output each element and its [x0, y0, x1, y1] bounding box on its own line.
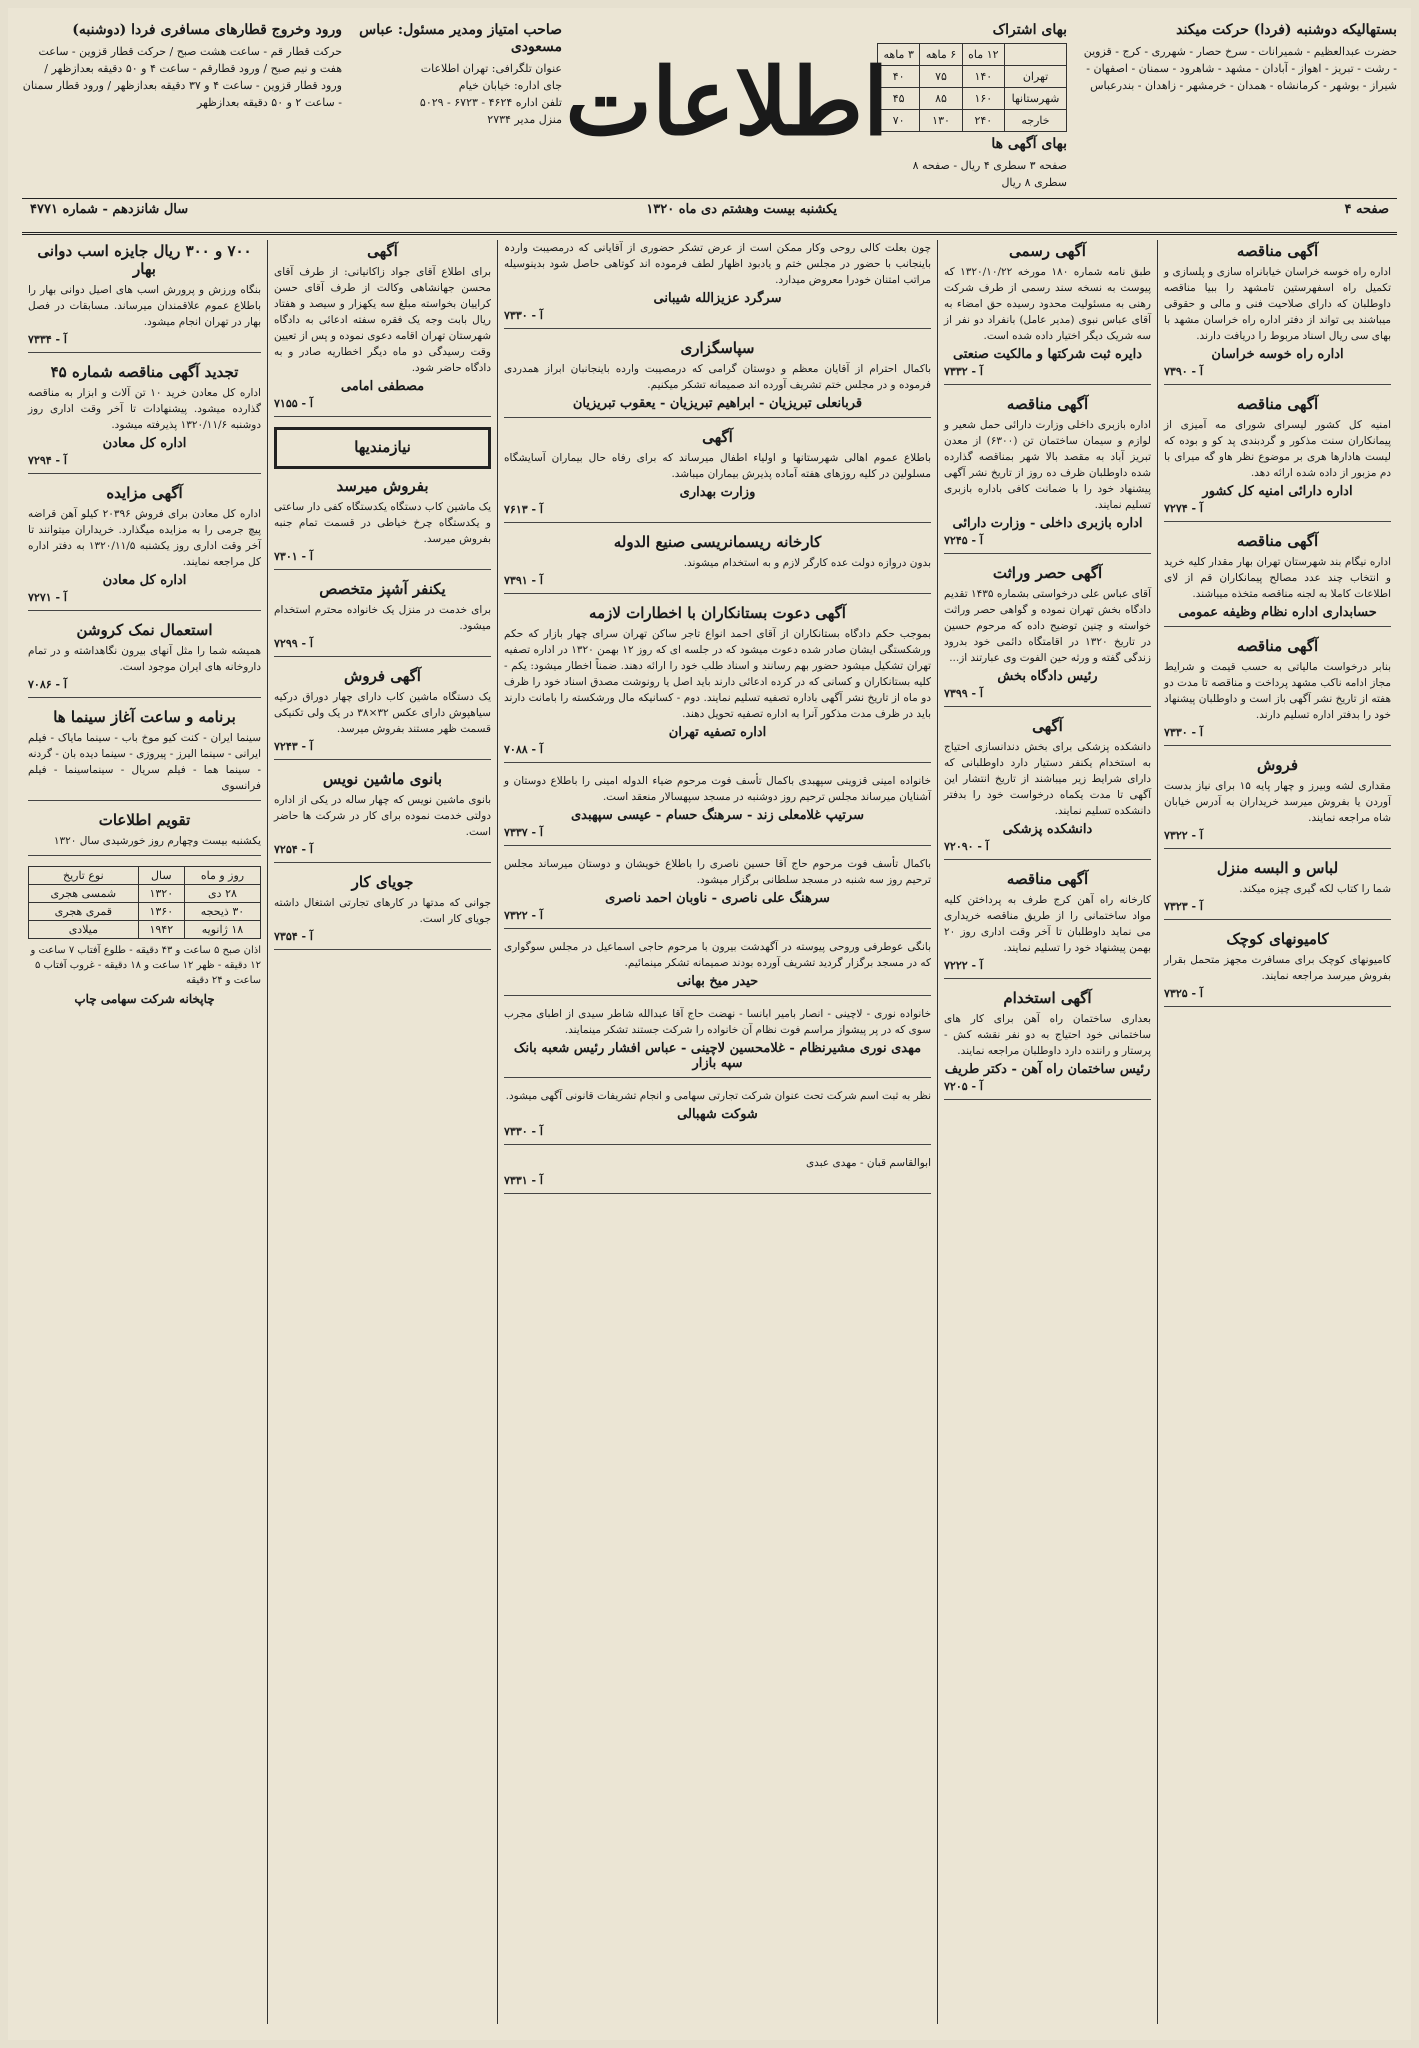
ad-text: اداره راه خوسه خراسان خیابانراه سازی و پلسازی و تکمیل راه اسفهرستین تامشهد را ببیا مناقصه داوطلبان که دارای صلاحیت فنی و مالی و حقوقی میباشند بی تواند از دفتر اداره راه خراسان مشهد با بهای سی ریال اسناد مربوط را دریافت دارند. [1164, 266, 1391, 342]
ad-title: لباس و البسه منزل [1216, 859, 1339, 877]
trains-box [22, 22, 342, 111]
subscription-cell: ۷۵ [920, 66, 962, 88]
publisher: صاحب امتیاز ومدیر مسئول: عباس مسعودی [359, 22, 562, 55]
ad-text: بموجب حکم دادگاه بستانکاران از آقای احمد انواع تاجر ساکن تهران سرای چهار بازار که حکم ورشکستگی ایشان صادر شده دعوت میشود که در جلسه ای که روز ۱۲ بهمن ۱۳۲۰ در اداره تصفیه تهران تشکیل میشود حضور بهم رسانند و اسناد طلب خود را ارائه دهند. ضمناً اخطار میشود: یکم - کلیه بستانکاران و کسانی که در کرده ادعائی دارند باید اصل یا رونوشت مصدق اسناد خود را ظرف دو ماه از تاریخ نشر آگهی باداره تصفیه تسلیم نمایند. دوم - کسانیکه مال ورشکسته را بامانت دارند باید در ظرف مدت مذکور آنرا به اداره تصفیه تحویل دهند. [504, 628, 931, 720]
ad-title: آگهی دعوت بستانکاران با اخطارات لازمه [589, 604, 846, 622]
ad-reference: ۷۲۷۴ - آ [1164, 502, 1203, 515]
ad-col5-0 [28, 242, 261, 353]
ad-title: بانوی ماشین نویس [322, 770, 443, 788]
ad-col1-6 [1164, 930, 1391, 1007]
ad-col3-7 [504, 939, 931, 996]
subscription-cell: ۱۶۰ [962, 88, 1004, 110]
ad-signature: اداره راه خوسه خراسان [1211, 347, 1344, 362]
ferry-text: حضرت عبدالعظیم - شمیرانات - سرخ حصار - شهرری - کرج - قزوین - رشت - تبریز - اهواز - آبادان - مشهد - شاهرود - سمنان - اصفهان - شیراز - بوشهر - کرمانشاه - همدان - خرمشهر - زاهدان - بندرعباس [1083, 45, 1397, 92]
ad-signature: رئیس ساختمان راه آهن - دکتر طریف [944, 1062, 1151, 1077]
ads-price-text: صفحه ۳ سطری ۴ ریال - صفحه ۸ سطری ۸ ریال [912, 159, 1067, 189]
ad-title: فروش [1256, 756, 1298, 774]
calendar-cell: ۱۸ ژانویه [184, 921, 260, 939]
newspaper-logo: اطلاعات [565, 48, 889, 156]
ad-text: همیشه شما را مثل آنهای بیرون نگاهداشته و در تمام داروخانه های ایران موجود است. [28, 645, 261, 673]
subscription-table [877, 43, 1067, 132]
subscription-cell [1005, 44, 1067, 66]
ad-signature: اداره بازبری داخلی - وزارت دارائی [952, 516, 1143, 531]
column-2 [937, 240, 1157, 2024]
dateline [22, 198, 1397, 226]
ad-title: آگهی رسمی [1009, 242, 1086, 260]
ad-text: اداره کل معادن برای فروش ۲۰۳۹۶ کیلو آهن قراضه پیچ جرمی را به مزایده میگذارد. خریداران میتوانند تا آخر وقت اداری روز یکشنبه ۱۳۲۰/۱۱/۵ به دفتر اداره کل مراجعه نمایند. [28, 508, 261, 568]
ad-reference: ۷۳۳۰ - آ [1164, 726, 1203, 739]
ad-col3-1 [504, 339, 931, 418]
ad-signature: رئیس دادگاه بخش [997, 669, 1098, 684]
calendar-row [29, 885, 261, 903]
ad-reference: ۷۳۲۳ - آ [1164, 900, 1203, 913]
ad-col2-0 [944, 242, 1151, 385]
subscription-cell: شهرستانها [1005, 88, 1067, 110]
ad-title: ۷۰۰ و ۳۰۰ ریال جایزه اسب دوانی بهار [37, 242, 252, 278]
ad-col1-3 [1164, 637, 1391, 746]
ad-title: تقویم اطلاعات [98, 811, 191, 829]
ad-title: آگهی مناقصه [1236, 637, 1319, 655]
ad-text: کارخانه راه آهن کرج طرف به پرداختن کلیه مواد ساختمانی را از طریق مناقصه خریداری می نماید داوطلبان تا آخر وقت اداری روز ۲۰ بهمن پیشنهاد خود را تسلیم نمایند. [944, 894, 1151, 954]
subscription-cell: ۶ ماهه [920, 44, 962, 66]
ad-col3-0 [504, 240, 931, 329]
ad-signature: سرگرد عزیزالله شیبانی [653, 291, 782, 306]
ad-col3-6 [504, 856, 931, 929]
ad-reference: ۷۲۰۵ - آ [944, 1080, 983, 1093]
ad-signature: اداره کل معادن [102, 436, 187, 451]
ads-price-title: بهای آگهی ها [991, 136, 1067, 152]
ad-text: باکمال تأسف فوت مرحوم حاج آقا حسین ناصری را باطلاع خویشان و دوستان میرساند مجلس ترحیم روز سه شنبه در مسجد سلطانی برگزار میشود. [504, 858, 931, 886]
ad-text: مقداری لشه وبیرز و چهار پایه ۱۵ برای نیاز بدست آوردن یا بفروش میرسد خریداران به آدرس خیابان شاه مراجعه نمایند. [1164, 780, 1391, 824]
ad-col2-2 [944, 564, 1151, 707]
ad-text: اداره نیگام بند شهرستان تهران بهار مقدار کلیه خرید و انتخاب چند عدد مصالح پیمانکاران قم از لای اطلاعات کاملا به لجنه مناقصه متخذه میباشند. [1164, 556, 1391, 600]
calendar-cell: ۱۳۲۰ [138, 885, 184, 903]
ad-text: کامیونهای کوچک برای مسافرت مجهز متحمل بقرار بفروش میرسد مراجعه نمایند. [1164, 954, 1391, 982]
calendar-cell: شمسی هجری [29, 885, 139, 903]
ad-reference: ۷۲۲۲ - آ [944, 959, 983, 972]
subscription-row [878, 110, 1067, 132]
ad-title: جویای کار [351, 873, 414, 891]
trains-text: حرکت قطار قم - ساعت هشت صبح / حرکت قطار قزوین - ساعت هفت و نیم صبح / ورود قطارقم - ساعت ۴ و ۵۰ دقیقه بعدازظهر / ورود قطار قزوین - ساعت ۴ و ۳۷ دقیقه بعدازظهر / ورود قطار سمنان - ساعت ۲ و ۵۰ دقیقه بعدازظهر [22, 45, 342, 109]
ad-col4-2 [274, 477, 491, 570]
ad-col3-8 [504, 1006, 931, 1078]
issue-date: یکشنبه بیست وهشتم دی ماه ۱۳۲۰ [646, 202, 837, 217]
column-3 [497, 240, 937, 2024]
ad-reference: ۷۳۲۲ - آ [504, 909, 543, 922]
ad-text: اداره بازبری داخلی وزارت دارائی حمل شعیر و لوازم و سیمان ساختمان تن (۶۳۰۰) از معدن تبریز آباد به مقصد بالا شهر بمناقصه گذارده شده داوطلبان ظرف ده روز از تاریخ نشر آگهی پیشنهاد خود را با ضمانت کافی باداره بازبری تسلیم نمایند. [944, 419, 1152, 511]
ad-text: دانشکده پزشکی برای بخش دندانسازی احتیاج به استخدام یکنفر دستیار دارد داوطلبانی که دارای شرایط زیر میباشند از تاریخ انتشار این آگهی تا مدت یکماه درخواست خود را بدفتر دانشکده تسلیم نمایند. [944, 741, 1151, 817]
calendar-header-row [29, 867, 261, 885]
newspaper-page [8, 8, 1411, 2040]
printer: چاپخانه شرکت سهامی چاپ [74, 992, 215, 1006]
ad-title: آگهی مناقصه [1236, 242, 1319, 260]
ad-reference: ۷۱۵۵ - آ [274, 397, 313, 410]
ad-title: سپاسگزاری [680, 339, 755, 357]
ad-title: تجدید آگهی مناقصه شماره ۴۵ [50, 363, 239, 381]
ad-col4-3 [274, 580, 491, 657]
subscription-cell: خارجه [1005, 110, 1067, 132]
subscription-cell: ۱۴۰ [962, 66, 1004, 88]
ad-title: کارخانه ریسمانریسی صنیع الدوله [613, 533, 822, 551]
ad-col3-4 [504, 604, 931, 763]
ad-reference: ۷۲۴۵ - آ [944, 534, 983, 547]
ad-text: نظر به ثبت اسم شرکت تحت عنوان شرکت تجارتی سهامی و انجام تشریفات قانونی آگهی میشود. [505, 1090, 931, 1102]
ad-text: برای اطلاع آقای جواد زاکانیانی: از طرف آقای محسن جهانشاهی وکالت از طرف آقای حسن کراییان بخواسته مبلغ سه یکهزار و سیصد و هفتاد ریال بابت وجه یک فقره سفته ادعائی به دادگاه شهرستان تهران اقامه دعوی نموده و پس از تعیین وقت رسیدگی دو ماه دیگر اخطاریه صادر و به دادگاه حاضر شود. [274, 266, 491, 374]
ad-title: آگهی [1032, 717, 1063, 735]
issue-number: سال شانزدهم - شماره ۴۷۷۱ [30, 202, 189, 217]
ad-reference: ۷۳۹۰ - آ [1164, 365, 1203, 378]
ad-title: آگهی فروش [344, 667, 421, 685]
ad-col1-5 [1164, 859, 1391, 920]
ad-title: آگهی مناقصه [1006, 870, 1089, 888]
ad-reference: ۷۰۸۸ - آ [504, 743, 543, 756]
subscription-title: بهای اشتراک [992, 22, 1067, 38]
ad-title: آگهی مناقصه [1006, 395, 1089, 413]
ad-signature: حسابداری اداره نظام وظیفه عمومی [1178, 605, 1377, 620]
ad-title: آگهی [367, 242, 398, 260]
calendar-row [29, 921, 261, 939]
column-5 [22, 240, 267, 2024]
ad-text: یکشنبه بیست وچهارم روز خورشیدی سال ۱۳۲۰ [53, 835, 261, 847]
calendar-note: اذان صبح ۵ ساعت و ۴۳ دقیقه - طلوع آفتاب ۷ ساعت و ۱۲ دقیقه - ظهر ۱۲ ساعت و ۱۸ دقیقه - غروب آفتاب ۵ ساعت و ۲۴ دقیقه [30, 945, 261, 986]
calendar-header: روز و ماه [184, 867, 260, 885]
ad-reference: ۷۳۳۱ - آ [504, 1174, 543, 1187]
ad-text: بانگی عوطرفی وروحی پیوسته در آگهدشت بیرون با مرحوم حاجی اسماعیل در مجلس سوگواری که در مسجد برگزار گردید تشریف آورده بودند صمیمانه تشکر مینمائیم. [504, 941, 931, 969]
ad-col3-9 [504, 1088, 931, 1145]
ad-reference: ۷۳۳۰ - آ [504, 1125, 543, 1138]
ad-text: جوانی که مدتها در کارهای تجارتی اشتغال داشته جویای کار است. [274, 897, 491, 925]
ad-col3-3 [504, 533, 931, 594]
ad-text: شما را کتاب لکه گیری چیزه میکند. [1239, 883, 1391, 895]
ad-text: ابوالقاسم قبان - مهدی عبدی [805, 1157, 931, 1169]
ad-signature: مهدی نوری مشیرنظام - غلامحسین لاچینی - عباس افشار رئیس شعبه بانک سپه بازار [513, 1041, 922, 1071]
calendar-header: سال [138, 867, 184, 885]
ad-text: بانوی ماشین نویس که چهار ساله در یکی از اداره دولتی خدمت نموده برای کار در شرکت ها حاضر است. [274, 794, 491, 838]
ad-text: سینما ایران - کنت کیو موخ باب - سینما مایاک - فیلم ایرانی - سینما الیرز - پیروزی - سینما دیده بان - گردنه - سینما هما - فیلم سریال - سینماسینما - فیلم فرانسوی [28, 732, 261, 792]
ad-reference: ۷۳۳۰ - آ [504, 309, 543, 322]
ad-reference: ۷۲۴۳ - آ [274, 740, 313, 753]
ad-text: یک دستگاه ماشین کاب دارای چهار دوراق درکیه سیاهپوش دارای عکس ۳۲×۳۸ در یک ولی تکنیکی قسمت ظهر مستند بفروش میرسد. [274, 691, 491, 735]
ad-col3-2 [504, 428, 931, 523]
ad-text: بعداری ساختمان راه آهن برای کار های ساختمانی خود احتیاج به دو نفر نقشه کش - پرستار و راننده دارد داوطلبان مراجعه نمایند. [944, 1013, 1151, 1057]
ad-col1-0 [1164, 242, 1391, 385]
ad-title: کامیونهای کوچک [1226, 930, 1329, 948]
ad-reference: ۷۳۰۱ - آ [274, 550, 313, 563]
subscription-cell: ۳ ماهه [878, 44, 920, 66]
ad-reference: ۷۳۲۲ - آ [1164, 829, 1203, 842]
ad-col2-4 [944, 870, 1151, 979]
ad-text: باطلاع عموم اهالی شهرستانها و اولیاء اطفال میرساند که برای رفاه حال بیماران آسایشگاه مسلولین در کلیه روزهای هفته آماده پذیرش بیماران میباشد. [504, 452, 931, 480]
ad-title: نیازمندیها [354, 438, 411, 456]
subscription-row [878, 88, 1067, 110]
ad-reference: ۷۲۵۴ - آ [274, 843, 313, 856]
ad-title: آگهی حصر وراثت [992, 564, 1103, 582]
ad-signature: دانشکده پزشکی [1002, 822, 1093, 837]
ad-col4-0 [274, 242, 491, 417]
ad-signature: حیدر میخ بهانی [676, 974, 759, 989]
ad-text: خانواده امینی قزوینی سپهبدی باکمال تأسف فوت مرحوم ضیاء الدوله امینی را باطلاع دوستان و آشنایان میرساند مجلس ترحیم روز دوشنبه در مسجد سپهسالار منعقد است. [504, 775, 931, 803]
ad-col5-5 [28, 811, 261, 856]
ad-col4-6 [274, 873, 491, 950]
ad-text: باکمال احترام از آقایان معظم و دوستان گرامی که درمصیبت وارده باینجانبان ابراز همدردی فرموده و در مجلس ختم تشریف آورده اند صمیمانه تشکر میکنیم. [504, 363, 931, 391]
subscription-cell: تهران [1005, 66, 1067, 88]
ad-signature: اداره کل معادن [102, 573, 187, 588]
ad-reference: ۷۳۹۹ - آ [944, 687, 983, 700]
calendar-row [29, 903, 261, 921]
ad-text: آقای عباس علی درخواستی بشماره ۱۴۳۵ تقدیم دادگاه بخش تهران نموده و گواهی حصر وراثت خواسته و چنین توضیح داده که مرحوم حسین در تاریخ ۱۳۲۰ در اقامتگاه دائمی خود بدرود زندگی گفته و ورثه حین الفوت وی عبارتند از... [944, 588, 1151, 664]
column-4 [267, 240, 497, 2024]
ad-col1-4 [1164, 756, 1391, 849]
ad-title: آگهی مزایده [106, 484, 183, 502]
publisher-box [352, 22, 562, 128]
ferry-box [1077, 22, 1397, 94]
subscription-box [877, 22, 1067, 191]
ad-reference: ۷۰۸۶ - آ [28, 678, 67, 691]
ad-col4-1 [274, 427, 491, 469]
ad-col4-5 [274, 770, 491, 863]
ad-reference: ۷۳۳۷ - آ [504, 826, 543, 839]
ad-reference: ۷۶۱۳ - آ [504, 503, 543, 516]
manager-home: منزل مدیر ۲۷۳۴ [487, 113, 562, 126]
subscription-cell: ۲۴۰ [962, 110, 1004, 132]
ad-col2-5 [944, 989, 1151, 1100]
ad-signature: اداره دارائی امنیه کل کشور [1202, 484, 1353, 499]
calendar-cell: ۲۸ دی [184, 885, 260, 903]
ad-title: برنامه و ساعت آغاز سینما ها [53, 708, 236, 726]
ad-text: برای خدمت در منزل یک خانواده محترم استخدام میشود. [274, 604, 491, 632]
ferry-title: بستهالیکه دوشنبه (فردا) حرکت میکند [1176, 22, 1397, 38]
ad-col3-5 [504, 773, 931, 846]
ad-signature: سرتیپ غلامعلی زند - سرهنگ حسام - عیسی سپهبدی [571, 808, 864, 823]
calendar-table [28, 866, 261, 939]
ad-title: آگهی استخدام [1003, 989, 1092, 1007]
columns [22, 240, 1397, 2024]
ad-reference: ۷۲۰۹۰ - آ [944, 840, 989, 853]
ad-reference: ۷۲۹۴ - آ [28, 454, 67, 467]
page-number: صفحه ۴ [1344, 202, 1389, 217]
ad-text: یک ماشین کاب دستگاه یکدستگاه کفی دار ساعتی و یکدستگاه چرخ خیاطی در قسمت تمام جنبه بفروش میرسد. [274, 501, 491, 545]
ad-col1-2 [1164, 532, 1391, 627]
ad-title: استعمال نمک کروشن [76, 621, 213, 639]
ad-col2-3 [944, 717, 1151, 860]
phone: تلفن اداره ۴۶۲۴ - ۶۷۲۳ - ۵۰۲۹ [419, 96, 562, 109]
subscription-cell: ۱۲ ماه [962, 44, 1004, 66]
ad-text: طبق نامه شماره ۱۸۰ مورخه ۱۳۲۰/۱۰/۲۲ که پیوست به نسخه سند رسمی از طرف شرکت رهنی به مسئولیت محدود رسیده حق امضاء به آقای عباس نبوی (مدیر عامل) بانفراد دو نفر از سه شریک دیگر اختیار داده شده است. [944, 266, 1151, 342]
calendar-cell: ۱۳۶۰ [138, 903, 184, 921]
calendar-cell: ۱۹۴۲ [138, 921, 184, 939]
telegraph: عنوان تلگرافی: تهران اطلاعات [420, 62, 562, 75]
ad-signature: سرهنگ علی ناصری - ناوبان احمد ناصری [605, 891, 830, 906]
ad-col1-1 [1164, 395, 1391, 522]
ad-title: آگهی مناقصه [1236, 532, 1319, 550]
ad-col5-4 [28, 708, 261, 801]
ad-col5-2 [28, 484, 261, 611]
subscription-cell: ۴۰ [878, 66, 920, 88]
ad-text: بنابر درخواست مالیاتی به حسب قیمت و شرایط مجاز ادامه ناکب مشهد پرداخت و مناقصه تا مدت دو هفته از تاریخ نشر آگهی باز است و داوطلبان پیشنهاد خود را بدفتر اداره تسلیم دارند. [1164, 661, 1391, 721]
ad-text: چون بعلت کالی روحی وکار ممکن است از عرض تشکر حضوری از آقایانی که درمصیبت واردہ باینجانب با حضور در مجلس ختم و یادبود اظهار لطف فرموده اند کوتاهی حاصل شود بدینوسیله مراتب امتنان خودرا معروض میدارد. [504, 242, 931, 286]
column-1 [1157, 240, 1397, 2024]
ad-col4-4 [274, 667, 491, 760]
subscription-cell: ۷۰ [878, 110, 920, 132]
subscription-row [878, 44, 1067, 66]
ad-text: بدون دروازه دولت عده کارگر لازم و به استخدام میشوند. [683, 557, 931, 569]
office: جای اداره: خیابان خیام [458, 79, 562, 92]
calendar-cell: میلادی [29, 921, 139, 939]
ad-reference: ۷۳۹۱ - آ [504, 574, 543, 587]
ad-col2-1 [944, 395, 1151, 554]
ad-signature: شوکت شهبالی [677, 1107, 758, 1122]
ad-col5-3 [28, 621, 261, 698]
ad-title: یکنفر آشپز متخصص [319, 580, 446, 598]
ad-text: اداره کل معادن خرید ۱۰ تن آلات و ابزار به مناقصه گذارده میشود. پیشنهادات تا آخر وقت اداری روز دوشنبه ۱۳۲۰/۱۱/۶ پذیرفته میشود. [28, 387, 261, 431]
subscription-cell: ۸۵ [920, 88, 962, 110]
ad-col5-1 [28, 363, 261, 474]
ad-reference: ۷۳۲۵ - آ [1164, 987, 1203, 1000]
ad-signature: قربانعلی تبریزیان - ابراهیم تبریزیان - یعقوب تبریزیان [572, 396, 863, 411]
ad-title: آگهی مناقصه [1236, 395, 1319, 413]
calendar-header: نوع تاریخ [29, 867, 139, 885]
ad-signature: دایره ثبت شرکتها و مالکیت صنعتی [952, 347, 1143, 362]
ad-text: خانواده نوری - لاچینی - انصار بامیر ابانسا - نهضت حاج آقا عبدالله شاطر سیدی از اطبای مجرب سوی که در پر پیشواز مراسم فوت نظام آن خانواده را شرکت جستند تشکر مینمایند. [504, 1008, 931, 1036]
ad-text: بنگاه ورزش و پرورش اسب های اصیل دوانی بهار را باطلاع عموم علاقمندان میرساند. مسابقات در فصل بهار در تهران انجام میشود. [28, 284, 261, 328]
calendar-cell: قمری هجری [29, 903, 139, 921]
ad-reference: ۷۳۵۴ - آ [274, 930, 313, 943]
ad-reference: ۷۳۳۴ - آ [28, 333, 67, 346]
trains-title: ورود وخروج قطارهای مسافری فردا (دوشنبه) [72, 22, 342, 38]
ad-col3-10 [504, 1155, 931, 1194]
calendar-cell: ۳۰ ذیحجه [184, 903, 260, 921]
ad-title: بفروش میرسد [336, 477, 429, 495]
subscription-row [878, 66, 1067, 88]
ad-signature: اداره تصفیه تهران [668, 725, 767, 740]
ad-text: امنیه کل کشور لیسرای شورای مه آمیزی از پیمانکاران سنت مذکور و گردبندی پد کو و بوده که لیست هادارها هری بر موضوع نظر هاو گه میرای با دم مزبور از داده شده ارائه دهد. [1164, 419, 1391, 479]
ad-reference: ۷۳۳۲ - آ [944, 365, 983, 378]
ad-signature: مصطفی امامی [340, 379, 425, 394]
subscription-cell: ۴۵ [878, 88, 920, 110]
ad-title: آگهی [702, 428, 733, 446]
ad-signature: وزارت بهداری [679, 485, 756, 500]
subscription-cell: ۱۳۰ [920, 110, 962, 132]
ad-reference: ۷۲۷۱ - آ [28, 591, 67, 604]
ad-reference: ۷۲۹۹ - آ [274, 637, 313, 650]
